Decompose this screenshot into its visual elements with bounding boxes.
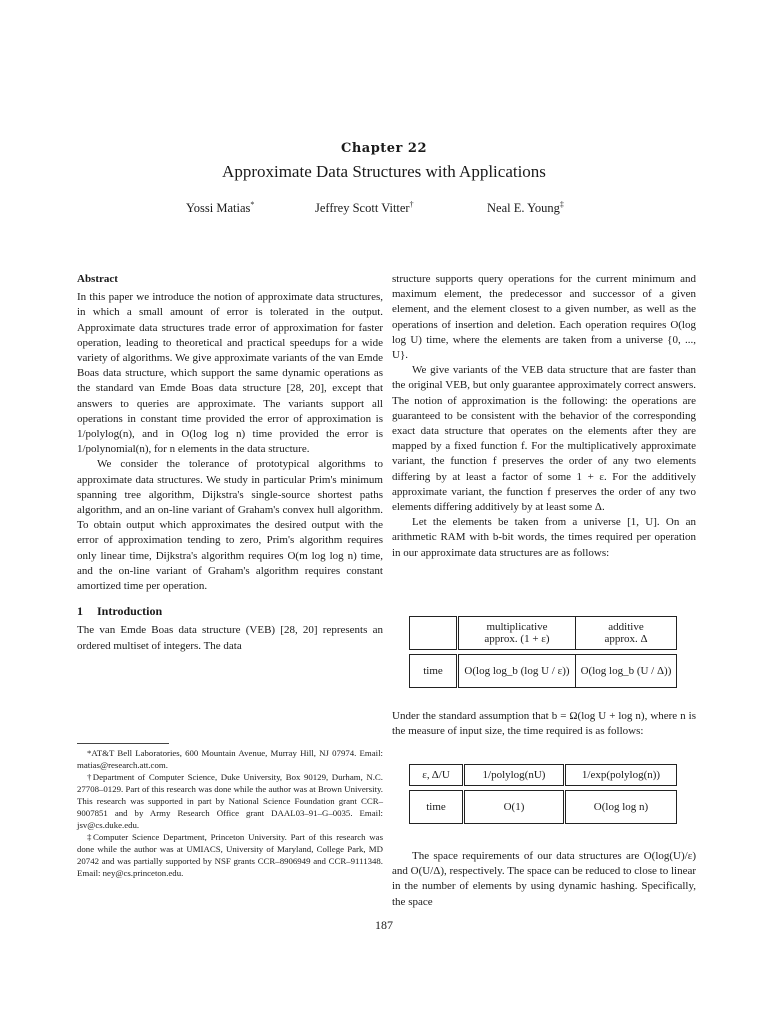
right-paragraph-3: Let the elements be taken from a universe [1, U]. On an arithmetic RAM with b-bit words, the times required per operation in our approximate data structures are as follows: [392,516,696,559]
time-table-approx [409,616,677,688]
table1-empty-cell [410,617,458,650]
abstract-heading: Abstract [77,273,118,285]
abstract-paragraph-2: We consider the tolerance of prototypical algorithms to approximate data structures. We study in particular Prim's minimum spanning tree algorithm, Dijkstra's single-source shortest paths algorithm, and an on-line variant of Graham's convex hull algorithm. To obtain output which approximates the desired output with the error of approximation tending to zero, Prim's algorithm requires only linear time, Dijkstra's algorithm requires O(m log log n) time, and the on-line variant of Graham's algorithm requires constant amortized time per operation. [77,458,383,593]
author-1: Yossi Matias* [186,200,255,216]
table1-row-label: time [410,655,458,688]
intro-paragraph-1: The van Emde Boas data structure (VEB) [28, 20] represents an ordered multiset of integers. The data [77,624,383,652]
paper-title: Approximate Data Structures with Applications [222,162,546,181]
right-paragraph-1: structure supports query operations for the current minimum and maximum element, the predecessor and successor of a given element, and the element closest to a given number, as well as the operations of insertion and deletion. Each operation requires O(log log U) time, where the elements are taken from a universe {0, ..., U}. [392,273,696,362]
right-paragraph-4: Under the standard assumption that b = Ω(log U + log n), where n is the measure of input size, the time required is as follows: [392,710,696,738]
right-paragraph-5: The space requirements of our data structures are O(log(U)/ε) and O(U/Δ), respectively. The space can be reduced to close to linear in the number of elements by using dynamic hashing. Specifically, the space [392,850,696,908]
right-paragraph-2: We give variants of the VEB data structure that are faster than the original VEB, but only guarantee approximately correct answers. The notion of approximation is the following: the operations are guaranteed to be consistent with the behavior of the corresponding exact data structure that operates on the elements after they are mapped by a fixed function f. For the multiplicatively approximate variant, the function f preserves the order of any two elements differing by at least a factor of some 1 + ε. For the additively approximate variant, the function f preserves the order of any two elements differing additively by at least some Δ. [392,364,696,514]
table1-header-multiplicative: multiplicative approx. (1 + ε) [458,617,576,650]
page-number: 187 [375,918,393,932]
footnote-3: ‡Computer Science Department, Princeton University. Part of this research was done while the author was at UMIACS, University of Maryland, College Park, MD 20742 and was partially supported by NSF grants CCR–8906949 and CCR–9111348. Email: ney@cs.princeton.edu. [77,832,383,878]
table1-cell-additive: O(log log_b (U / Δ)) [576,655,677,688]
table2-header-1: 1/polylog(nU) [464,765,565,786]
footnote-1: *AT&T Bell Laboratories, 600 Mountain Avenue, Murray Hill, NJ 07974. Email: matias@research.att.com. [77,748,383,770]
author-2: Jeffrey Scott Vitter† [315,200,414,216]
table2-cell-1: O(1) [464,791,565,824]
time-table-standard [409,764,677,824]
footnotes [77,747,383,879]
footnote-2: †Department of Computer Science, Duke University, Box 90129, Durham, N.C. 27708–0129. Part of this research was done while the author was at Brown University. This research was supported in part by National Science Foundation grant CCR–9007851 and by Army Research Office grant DAAL03–91–G–0035. Email: jsv@cs.duke.edu. [77,772,383,830]
left-column [77,272,383,654]
footnote-rule [77,743,169,744]
author-3: Neal E. Young‡ [487,200,564,216]
abstract-paragraph-1: In this paper we introduce the notion of approximate data structures, in which a small amount of error is tolerated in the output. Approximate data structures trade error of approximation for faster operation, leading to theoretical and practical speedups for a wide variety of algorithms. We give approximate variants of the van Emde Boas data structure, which support the same dynamic operations as the standard van Emde Boas data structure [28, 20], except that answers to queries are approximate. The variants support all operations in constant time provided the error of approximation is 1/polylog(n), and in O(log log n) time provided the error is 1/polynomial(n), for n elements in the data structure. [77,291,383,456]
table1-cell-multiplicative: O(log log_b (log U / ε)) [458,655,576,688]
table2-header-0: ε, Δ/U [410,765,464,786]
chapter-label: Chapter 22 [340,141,428,156]
right-column [392,272,696,561]
table2-row-label: time [410,791,464,824]
table2-header-2: 1/exp(polylog(n)) [565,765,677,786]
section-number: 1 [77,604,83,619]
section-heading [77,604,383,619]
table1-header-additive: additive approx. Δ [576,617,677,650]
section-title: Introduction [97,604,163,619]
table2-cell-2: O(log log n) [565,791,677,824]
